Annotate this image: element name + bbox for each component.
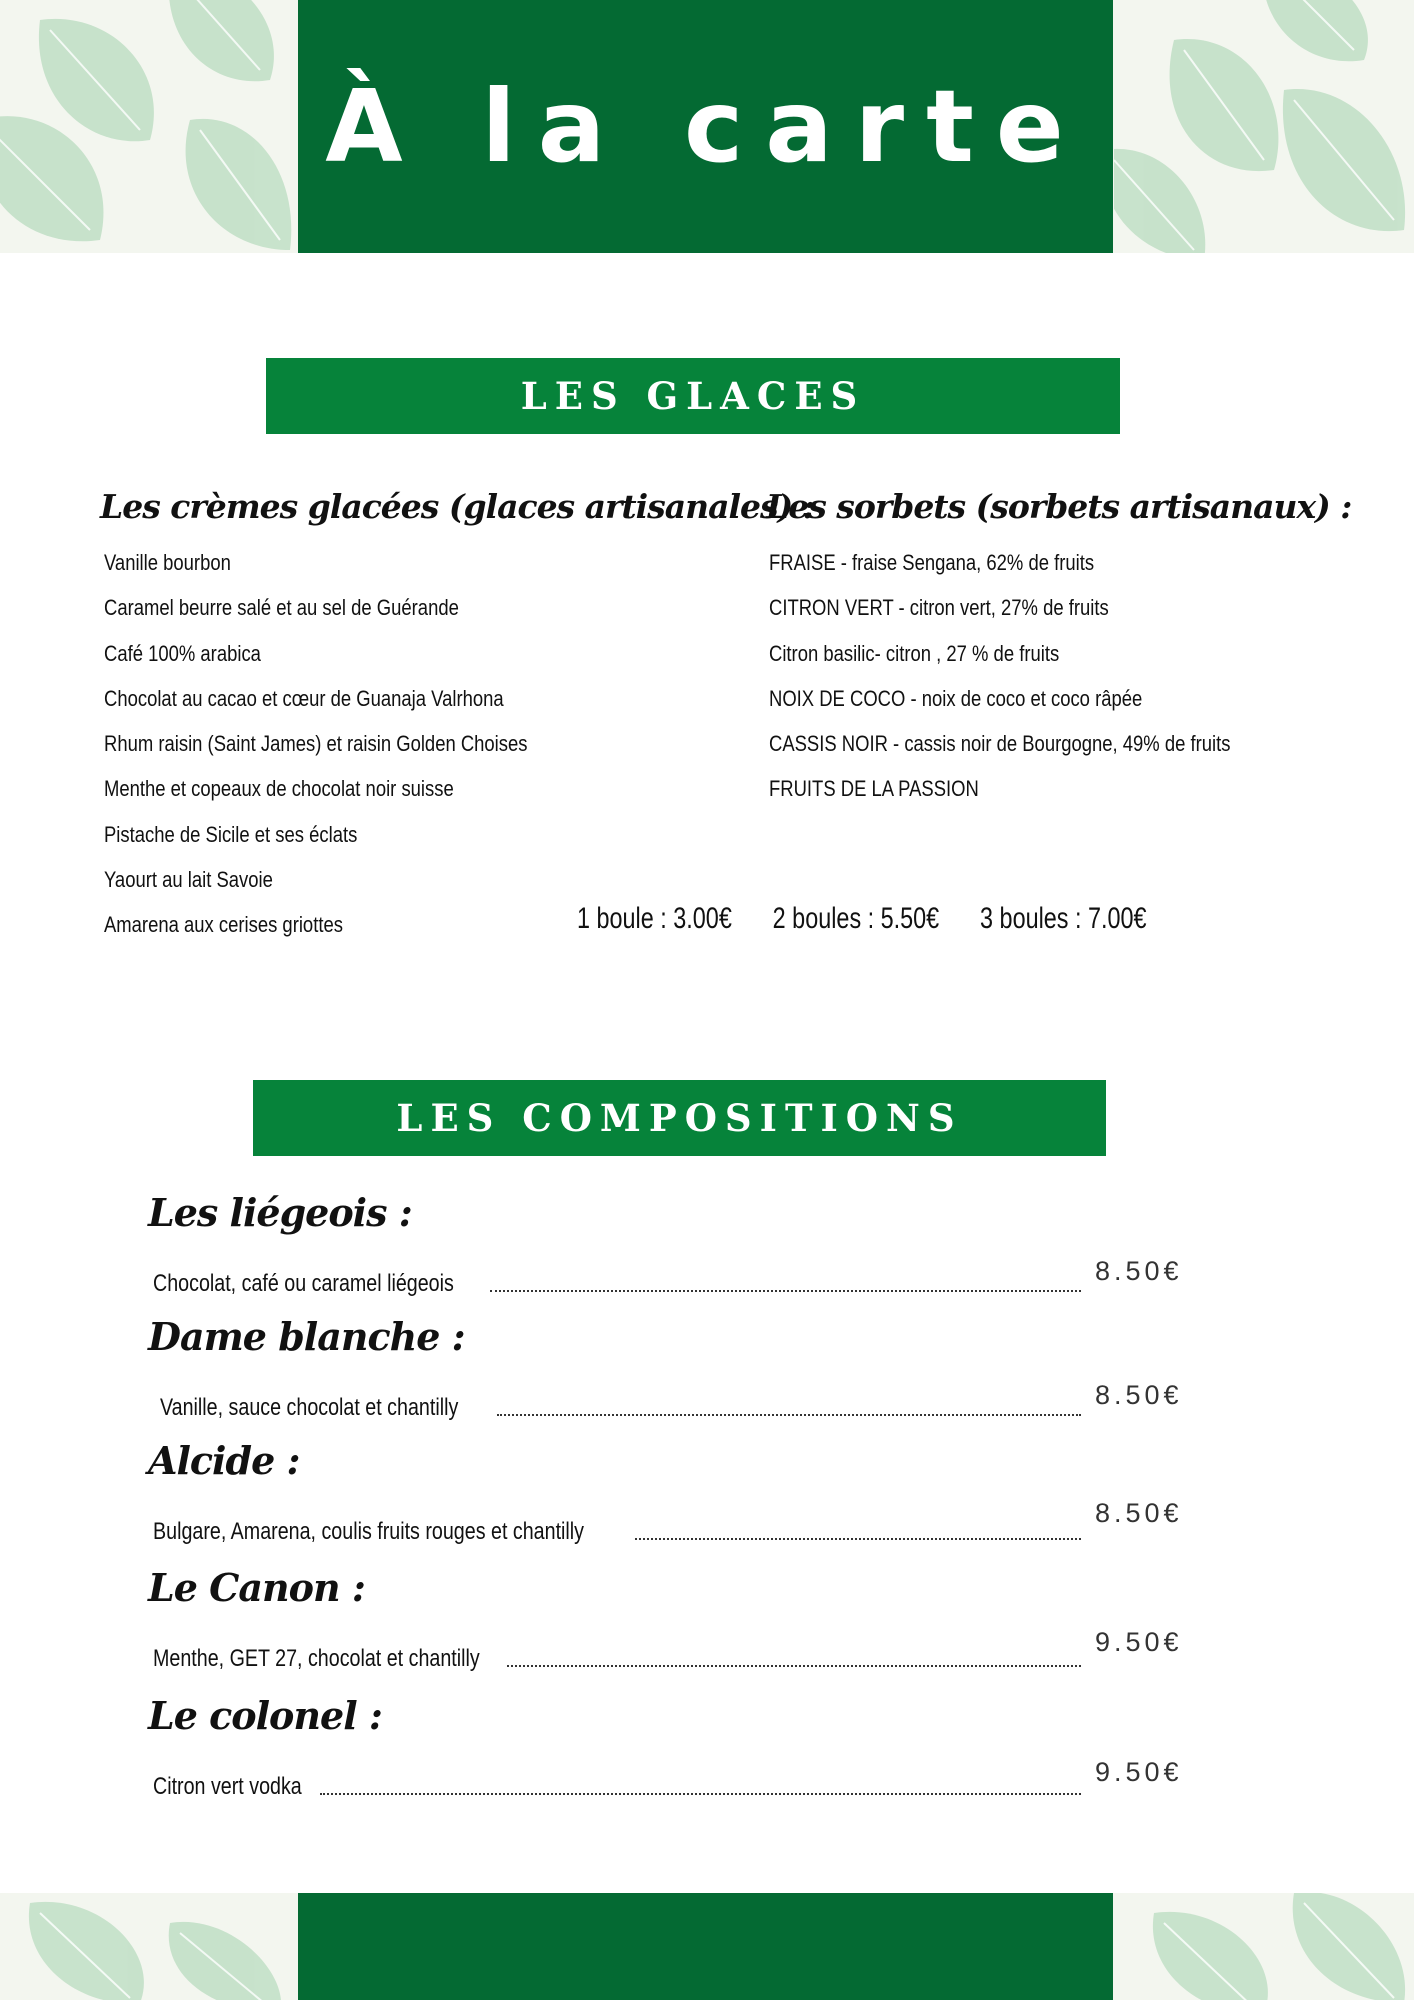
dotted-leader — [635, 1538, 1081, 1540]
list-item: FRUITS DE LA PASSION — [769, 776, 979, 802]
composition-description: Menthe, GET 27, chocolat et chantilly — [153, 1645, 480, 1672]
composition-name: Dame blanche : — [148, 1314, 465, 1359]
section-header-glaces: LES GLACES — [266, 358, 1120, 434]
composition-price: 9.50€ — [1095, 1627, 1183, 1657]
composition-description: Chocolat, café ou caramel liégeois — [153, 1270, 454, 1297]
dotted-leader — [320, 1793, 1081, 1795]
list-item: Vanille bourbon — [104, 550, 231, 575]
scoop-prices — [577, 902, 1181, 936]
composition-name: Les liégeois : — [148, 1190, 412, 1235]
list-item: Amarena aux cerises griottes — [104, 912, 343, 938]
composition-description: Citron vert vodka — [153, 1773, 302, 1800]
price-3-boules: 3 boules : 7.00€ — [980, 902, 1147, 935]
title-block — [298, 0, 1113, 253]
composition-price: 8.50€ — [1095, 1380, 1183, 1410]
composition-price: 8.50€ — [1095, 1256, 1183, 1286]
list-item: FRAISE - fraise Sengana, 62% de fruits — [769, 550, 1095, 575]
cremes-heading: Les crèmes glacées (glaces artisanales) : — [100, 487, 814, 526]
composition-item — [148, 1314, 1188, 1434]
list-item: CITRON VERT - citron vert, 27% de fruits — [769, 595, 1109, 621]
composition-item — [148, 1565, 1188, 1685]
dotted-leader — [490, 1290, 1081, 1292]
composition-item — [148, 1693, 1188, 1813]
leaf-pattern-right — [1114, 0, 1414, 253]
composition-price: 8.50€ — [1095, 1498, 1183, 1528]
sorbets-heading: Les sorbets (sorbets artisanaux) : — [766, 487, 1352, 526]
header-band — [0, 0, 1414, 253]
composition-description: Vanille, sauce chocolat et chantilly — [160, 1394, 459, 1421]
list-item: CASSIS NOIR - cassis noir de Bourgogne, 49% de fruits — [769, 731, 1231, 757]
composition-description: Bulgare, Amarena, coulis fruits rouges et chantilly — [153, 1518, 584, 1545]
composition-price: 9.50€ — [1095, 1757, 1183, 1787]
page-title: À la carte — [325, 68, 1086, 185]
list-item: Menthe et copeaux de chocolat noir suisse — [104, 776, 454, 802]
list-item: Rhum raisin (Saint James) et raisin Golden Choises — [104, 731, 528, 757]
footer-band — [0, 1893, 1414, 2000]
leaf-pattern-right — [1114, 1893, 1414, 2000]
list-item: Pistache de Sicile et ses éclats — [104, 821, 358, 847]
price-1-boule: 1 boule : 3.00€ — [577, 902, 732, 935]
leaf-pattern-left — [0, 1893, 300, 2000]
dotted-leader — [497, 1414, 1081, 1416]
list-item: Chocolat au cacao et cœur de Guanaja Valrhona — [104, 685, 504, 711]
footer-block — [298, 1893, 1113, 2000]
composition-item — [148, 1190, 1188, 1310]
composition-name: Alcide : — [148, 1438, 300, 1483]
cremes-list — [104, 540, 620, 948]
list-item: Yaourt au lait Savoie — [104, 867, 273, 893]
section-header-compositions: LES COMPOSITIONS — [253, 1080, 1106, 1156]
dotted-leader — [507, 1665, 1081, 1667]
list-item: Café 100% arabica — [104, 640, 261, 666]
composition-name: Le colonel : — [148, 1693, 382, 1738]
sorbets-list — [769, 540, 1332, 812]
composition-item — [148, 1438, 1188, 1558]
price-2-boules: 2 boules : 5.50€ — [772, 902, 940, 935]
composition-name: Le Canon : — [148, 1565, 365, 1610]
list-item: Caramel beurre salé et au sel de Guérande — [104, 595, 459, 621]
list-item: NOIX DE COCO - noix de coco et coco râpée — [769, 685, 1143, 711]
leaf-pattern-left — [0, 0, 300, 253]
list-item: Citron basilic- citron , 27 % de fruits — [769, 640, 1060, 666]
